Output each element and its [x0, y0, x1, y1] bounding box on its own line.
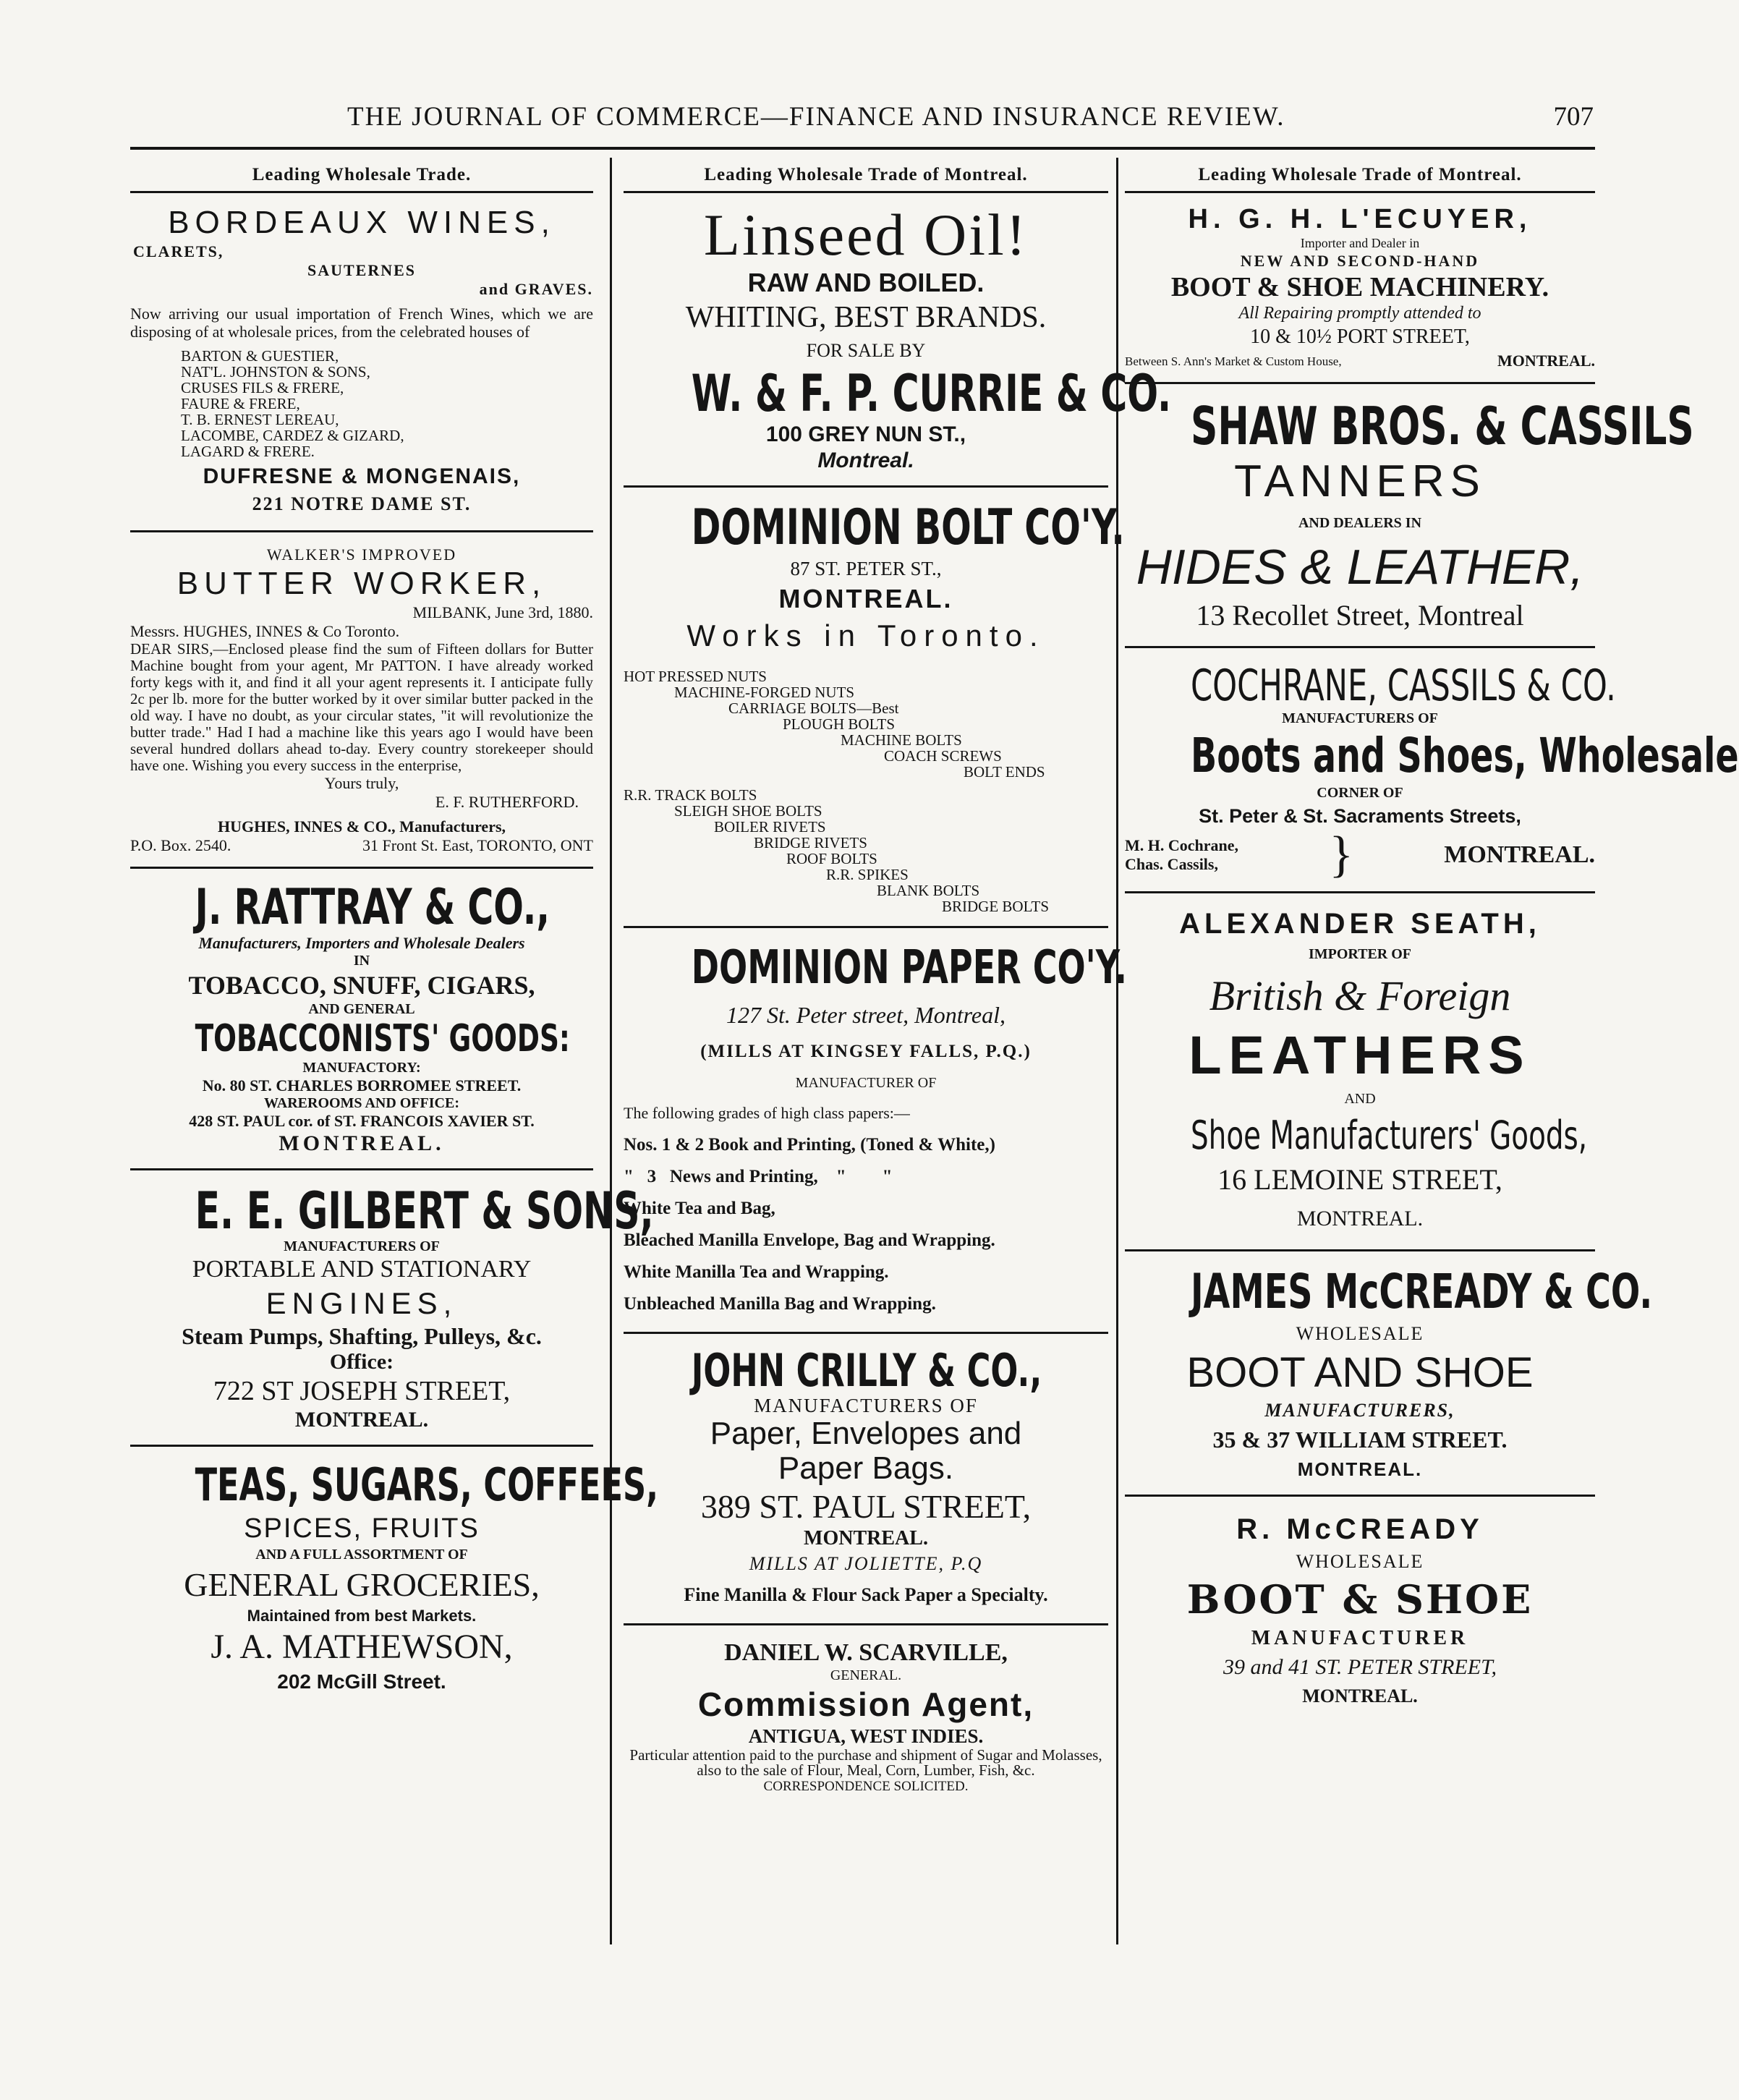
ad-kicker: WALKER'S IMPROVED [266, 545, 457, 564]
ad-butter-worker [130, 545, 593, 869]
ad-line: ENGINES, [265, 1286, 458, 1320]
column-divider [1116, 158, 1118, 1944]
ad-title: COCHRANE, CASSILS & CO. [1191, 660, 1616, 711]
ad-city: MONTREAL. [1444, 841, 1595, 868]
ad-teas [130, 1458, 659, 1706]
ad-label: MANUFACTORY: [302, 1060, 421, 1076]
bolt-item: HOT PRESSED NUTS [624, 668, 767, 685]
ad-line: Boots and Shoes, Wholesale [1191, 728, 1739, 783]
ad-address: 87 ST. PETER ST., [790, 558, 942, 579]
ad-body: Now arriving our usual importation of French Wines, which we are disposing of at wholesale prices, from the celebrated houses of [130, 305, 593, 341]
ad-line: BOOT & SHOE [1186, 1576, 1534, 1623]
ad-name: ALEXANDER SEATH, [1179, 908, 1541, 940]
letter-closing: Yours truly, [324, 774, 399, 792]
ad-footer: CORRESPONDENCE SOLICITED. [763, 1779, 969, 1794]
ad-subtitle: IMPORTER OF [1308, 946, 1412, 962]
bolt-item: MACHINE BOLTS [841, 731, 962, 749]
paper-grade: " 3 News and Printing, " " [624, 1167, 893, 1186]
ad-dominion-paper [624, 941, 1128, 1334]
ad-line: All Repairing promptly attended to [1238, 304, 1481, 323]
wine-house: LACOMBE, CARDEZ & GIZARD, [181, 427, 404, 444]
ad-title: JAMES McCREADY & CO. [1191, 1264, 1653, 1319]
running-header [0, 101, 1684, 137]
ad-address: 39 and 41 ST. PETER STREET, [1223, 1655, 1497, 1679]
paper-grade: White Tea and Bag, [624, 1199, 775, 1218]
ad-works: Works in Toronto. [686, 618, 1045, 652]
ad-alexander-seath [1125, 906, 1595, 1251]
ad-city: MONTREAL. [1297, 1458, 1423, 1480]
wine-house: T. B. ERNEST LEREAU, [181, 411, 339, 428]
ad-line: AND DEALERS IN [1298, 515, 1422, 531]
wine-house: BARTON & GUESTIER, [181, 347, 339, 365]
ad-shaw-bros [1125, 396, 1694, 648]
ad-line: GENERAL GROCERIES, [184, 1566, 540, 1603]
ad-address: 100 GREY NUN ST., [765, 422, 966, 446]
ad-line: Paper Bags. [778, 1450, 954, 1486]
ad-line: Maintained from best Markets. [247, 1607, 477, 1625]
ad-address: No. 80 ST. CHARLES BORROMEE STREET. [202, 1076, 522, 1094]
ad-title: E. E. GILBERT & SONS, [195, 1181, 654, 1241]
ad-subtitle: Manufacturers, Importers and Wholesale Dealers [198, 934, 525, 952]
ad-mfr: MANUFACTURERS, [1264, 1400, 1455, 1421]
ad-line: British & Foreign [1209, 972, 1511, 1019]
ad-tanners: TANNERS [1234, 456, 1486, 506]
bolt-item: R.R. TRACK BOLTS [624, 786, 757, 804]
brace: } [1329, 827, 1353, 883]
ad-title: Linseed Oil! [703, 202, 1029, 268]
bolt-item: MACHINE-FORGED NUTS [674, 684, 855, 701]
paper-grade: Nos. 1 & 2 Book and Printing, (Toned & White,) [624, 1135, 995, 1155]
ad-line: IN [353, 953, 370, 969]
ad-city: MONTREAL. [1497, 352, 1595, 370]
ad-goods: TOBACCONISTS' GOODS: [195, 1017, 570, 1060]
ad-goods: TOBACCO, SNUFF, CIGARS, [188, 971, 535, 1000]
ad-label: CORNER OF [1317, 785, 1403, 801]
paper-grade: Bleached Manilla Envelope, Bag and Wrapping. [624, 1230, 995, 1250]
column-heading: Leading Wholesale Trade of Montreal. [1125, 161, 1595, 193]
column-left [130, 161, 659, 1955]
ad-address: 16 LEMOINE STREET, [1217, 1163, 1502, 1196]
ad-title: JOHN CRILLY & CO., [691, 1344, 1042, 1397]
ad-office-label: Office: [329, 1350, 394, 1374]
ad-address: 221 NOTRE DAME ST. [252, 493, 472, 514]
ad-subtitle: GENERAL. [830, 1667, 902, 1683]
ad-line: AND GENERAL [308, 1001, 415, 1017]
ad-maker: HUGHES, INNES & CO., Manufacturers, [217, 817, 506, 836]
ad-line: CLARETS, [133, 242, 224, 260]
ad-title: SHAW BROS. & CASSILS [1191, 396, 1694, 456]
ad-specialty: Fine Manilla & Flour Sack Paper a Specialty. [684, 1584, 1048, 1605]
ad-city: MONTREAL. [1296, 1207, 1424, 1230]
ad-john-crilly [624, 1344, 1108, 1625]
ad-address: 428 ST. PAUL cor. of ST. FRANCOIS XAVIER ST. [189, 1112, 535, 1130]
ad-subtitle: Importer and Dealer in [1300, 236, 1420, 250]
ad-subtitle: MANUFACTURERS OF [1282, 710, 1438, 726]
bolt-item: BRIDGE BOLTS [942, 898, 1049, 915]
bolt-item: PLOUGH BOLTS [783, 715, 895, 733]
paper-grade: Unbleached Manilla Bag and Wrapping. [624, 1294, 936, 1314]
ad-subtitle: MANUFACTURERS OF [754, 1395, 978, 1416]
ad-line: NEW AND SECOND-HAND [1240, 252, 1480, 270]
letter-recipient: Messrs. HUGHES, INNES & Co Toronto. [130, 622, 400, 640]
partner-name: Chas. Cassils, [1125, 855, 1218, 873]
ad-body: Particular attention paid to the purchase and shipment of Sugar and Molasses, also to the sale of Flour, Meal, Corn, Lumber, Fish, &c. [629, 1746, 1102, 1779]
ad-streets: St. Peter & St. Sacraments Streets, [1199, 805, 1521, 827]
ad-subtitle: WHOLESALE [1296, 1323, 1424, 1344]
ad-line: PORTABLE AND STATIONARY [192, 1256, 532, 1283]
wine-house: FAURE & FRERE, [181, 395, 300, 412]
bolt-item: BLANK BOLTS [877, 882, 980, 899]
bolt-item: BRIDGE RIVETS [754, 834, 867, 851]
bolt-item: BOLT ENDS [964, 763, 1045, 781]
ad-box: P.O. Box. 2540. [130, 836, 231, 854]
wine-house: LAGARD & FRERE. [181, 443, 315, 460]
ad-line: WHITING, BEST BRANDS. [685, 301, 1047, 334]
ad-title: DOMINION BOLT CO'Y. [691, 499, 1125, 556]
ad-city: MONTREAL. [1302, 1685, 1418, 1706]
bolt-item: BOILER RIVETS [714, 818, 826, 836]
ad-cochrane [1125, 660, 1739, 893]
ad-line: and GRAVES. [479, 280, 593, 298]
ad-address: 35 & 37 WILLIAM STREET. [1212, 1427, 1508, 1453]
ad-city: MONTREAL. [279, 1131, 445, 1155]
ad-address: 13 Recollet Street, Montreal [1196, 599, 1524, 632]
letter-body: DEAR SIRS,—Enclosed please find the sum of Fifteen dollars for Butter Machine bought from your agent, Mr PATTON. I have already worked forty kegs with it, and find it all your agent represents it. I anticipate fully 2c per lb. more for the butter worked by it over similar butter packed in the old way. I have no doubt, as your circular states, "it will revolutionize the butter trade." Had I had a machine like this years ago I would have been several hundred dollars ahead to-day. Every country storekeeper should have one. Wishing you every success in the enterprise, [130, 640, 593, 774]
ad-place: ANTIGUA, WEST INDIES. [748, 1725, 984, 1747]
ad-city: MONTREAL. [778, 584, 953, 613]
ad-bordeaux-wines [130, 203, 593, 532]
ad-title: Commission Agent, [697, 1685, 1034, 1723]
ad-address: 10 & 10½ PORT STREET, [1250, 326, 1470, 348]
ad-name: R. McCREADY [1236, 1513, 1484, 1545]
ad-name: H. G. H. L'ECUYER, [1188, 204, 1532, 234]
journal-title: THE JOURNAL OF COMMERCE—FINANCE AND INSURANCE REVIEW. [347, 102, 1285, 132]
ad-firm: W. & F. P. CURRIE & CO. [691, 364, 1172, 423]
bolt-item: R.R. SPIKES [826, 866, 909, 883]
ad-line: AND A FULL ASSORTMENT OF [255, 1547, 468, 1563]
ad-line: AND [1344, 1091, 1376, 1107]
ad-line: LEATHERS [1189, 1025, 1531, 1085]
ad-subtitle: WHOLESALE [1296, 1551, 1424, 1572]
letter-signature: E. F. RUTHERFORD. [435, 793, 579, 811]
ad-firm: DUFRESNE & MONGENAIS, [203, 464, 521, 488]
ad-label: WAREROOMS AND OFFICE: [263, 1095, 459, 1111]
column-heading: Leading Wholesale Trade of Montreal. [624, 161, 1108, 193]
ad-mills: (MILLS AT KINGSEY FALLS, P.Q.) [700, 1042, 1032, 1061]
ad-address: 722 ST JOSEPH STREET, [213, 1376, 511, 1406]
ad-dominion-bolt [624, 499, 1125, 928]
ad-title: J. RATTRAY & CO., [195, 879, 550, 936]
ad-line: Steam Pumps, Shafting, Pulleys, &c. [182, 1323, 542, 1349]
bolt-item: CARRIAGE BOLTS—Best [728, 700, 899, 717]
wine-house: NAT'L. JOHNSTON & SONS, [181, 363, 370, 381]
page-number: 707 [1553, 102, 1594, 132]
ad-city: MONTREAL. [804, 1527, 928, 1550]
ad-line: RAW AND BOILED. [747, 268, 985, 297]
ad-scarville [624, 1638, 1108, 1806]
ad-address: 202 McGill Street. [277, 1670, 446, 1693]
ad-address: 127 St. Peter street, Montreal, [726, 1002, 1005, 1028]
ad-city: MONTREAL. [294, 1408, 429, 1432]
paper-grade: White Manilla Tea and Wrapping. [624, 1262, 889, 1282]
ad-hides: HIDES & LEATHER, [1136, 540, 1584, 595]
ad-gilbert [130, 1181, 654, 1447]
ad-mills: MILLS AT JOLIETTE, P.Q [749, 1553, 983, 1574]
bolt-item: ROOF BOLTS [786, 850, 877, 867]
ad-line: BOOT AND SHOE [1186, 1349, 1534, 1396]
ad-address: 31 Front St. East, TORONTO, ONT [362, 836, 593, 854]
wine-house: CRUSES FILS & FRERE, [181, 379, 344, 396]
bolt-item: SLEIGH SHOE BOLTS [674, 802, 822, 820]
column-right [1125, 161, 1739, 1955]
ad-line: SPICES, FRUITS [244, 1513, 480, 1544]
ad-name: DANIEL W. SCARVILLE, [724, 1639, 1008, 1666]
ad-rattray [130, 879, 593, 1170]
ad-title: BUTTER WORKER, [177, 566, 547, 601]
ad-lecuyer [1125, 203, 1595, 384]
ad-mfr: MANUFACTURER [1251, 1627, 1469, 1649]
ad-title: BOOT & SHOE MACHINERY. [1170, 272, 1549, 302]
ad-firm: J. A. MATHEWSON, [211, 1628, 513, 1666]
ad-intro: The following grades of high class papers:— [624, 1104, 910, 1122]
ad-title: TEAS, SUGARS, COFFEES, [195, 1458, 659, 1511]
ad-city: Montreal. [817, 449, 914, 472]
ad-subtitle: MANUFACTURER OF [795, 1075, 937, 1091]
ad-r-mccready [1125, 1510, 1595, 1722]
header-rule [130, 147, 1595, 150]
bolt-item: COACH SCREWS [884, 747, 1002, 765]
ad-james-mccready [1125, 1264, 1653, 1497]
ad-line: Paper, Envelopes and [710, 1416, 1022, 1451]
column-heading: Leading Wholesale Trade. [130, 161, 593, 193]
ad-title: DOMINION PAPER CO'Y. [691, 941, 1128, 995]
ad-subtitle: MANUFACTURERS OF [284, 1238, 440, 1254]
ad-line: Shoe Manufacturers' Goods, [1191, 1113, 1588, 1158]
column-divider [610, 158, 612, 1944]
partner-name: M. H. Cochrane, [1125, 836, 1239, 854]
ad-between: Between S. Ann's Market & Custom House, [1125, 354, 1342, 368]
ad-linseed-oil [624, 202, 1172, 488]
letter-dateline: MILBANK, June 3rd, 1880. [412, 603, 593, 621]
ad-title: BORDEAUX WINES, [168, 205, 556, 240]
ad-line: FOR SALE BY [806, 340, 926, 361]
ad-line: SAUTERNES [307, 261, 417, 279]
ad-address: 389 ST. PAUL STREET, [700, 1488, 1032, 1525]
